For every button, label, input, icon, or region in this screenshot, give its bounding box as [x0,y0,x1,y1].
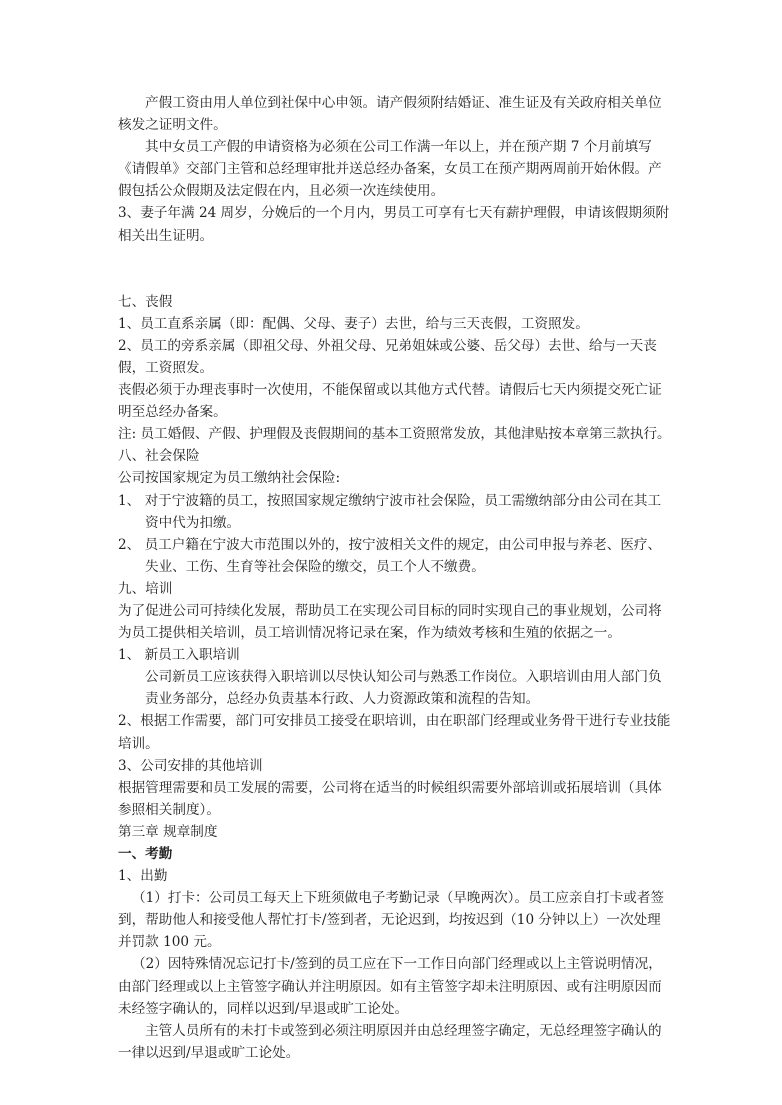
section-heading: 八、社会保险 [118,448,200,465]
note: 注: 员工婚假、产假、护理假及丧假期间的基本工资照常发放，其他津贴按本章第三款执行。 [118,426,671,443]
spacer [118,247,674,291]
paragraph: 3、妻子年满 24 周岁，分娩后的一个月内，男员工可享有七天有薪护理假，申请该假期须附相关出生证明。 [118,205,670,244]
list-item: 2、根据工作需要，部门可安排员工接受在职培训，由在职部门经理或业务骨干进行专业技能培训。 [118,713,671,752]
list-item: 1、员工直系亲属（即：配偶、父母、妻子）去世，给与三天丧假，工资照发。 [118,315,589,332]
list-item: 1、 对于宁波籍的员工，按照国家规定缴纳宁波市社会保险，员工需缴纳部分由公司在其工资中代为扣缴。 [118,492,662,531]
paragraph: 为了促进公司可持续化发展，帮助员工在实现公司目标的同时实现自己的事业规划，公司将为员工提供相关培训，员工培训情况将记录在案，作为绩效考核和生殖的依据之一。 [118,602,662,642]
paragraph: 主管人员所有的未打卡或签到必须注明原因并由总经理签字确定，无总经理签字确认的一律以迟到/早退或旷工论处。 [118,1022,662,1061]
paragraph: 公司新员工应该获得入职培训以尽快认知公司与熟悉工作岗位。入职培训由用人部门负责业务部分，总经办负责基本行政、人力资源政策和流程的告知。 [145,669,662,708]
paragraph: 公司按国家规定为员工缴纳社会保险: [118,470,341,487]
section-heading: 九、培训 [118,580,173,597]
paragraph: 产假工资由用人单位到社保中心申领。请产假须附结婚证、准生证及有关政府相关单位核发之证明文件。 [118,95,662,134]
document-page [118,92,674,1064]
list-item: 3、公司安排的其他培训 [118,757,263,774]
list-item: 1、 新员工入职培训 [118,647,240,664]
paragraph: （1）打卡：公司员工每天上下班须做电子考勤记录（早晚两次）。员工应亲自打卡或者签到，帮助他人和接受他人帮忙打卡/签到者，无论迟到，均按迟到（10 分钟以上）一次处理并罚款 100 元。 [118,890,665,951]
list-item: 2、 员工户籍在宁波大市范围以外的，按宁波相关文件的规定，由公司申报与养老、医疗、失业、工伤、生育等社会保险的缴交，员工个人不缴费。 [118,536,662,575]
section-heading: 七、丧假 [118,293,173,310]
section-heading: 一、考勤 [118,846,173,862]
paragraph: （2）因特殊情况忘记打卡/签到的员工应在下一工作日向部门经理或以上主管说明情况，由部门经理或以上主管签字确认并注明原因。如有主管签字却未注明原因、或有注明原因而未经签字确认的，同样以迟到/早退或旷工论处。 [118,956,662,1017]
subsection-heading: 1、出勤 [118,868,168,885]
paragraph: 根据管理需要和员工发展的需要，公司将在适当的时候组织需要外部培训或拓展培训（具体参照相关制度）。 [118,779,662,818]
list-item: 2、员工的旁系亲属（即祖父母、外祖父母、兄弟姐妹或公婆、岳父母）去世、给与一天丧假，工资照发。 [118,337,657,376]
paragraph: 丧假必须于办理丧事时一次使用，不能保留或以其他方式代替。请假后七天内须提交死亡证明至总经办备案。 [118,382,662,421]
paragraph: 其中女员工产假的申请资格为必须在公司工作满一年以上，并在预产期 7 个月前填写《请假单》交部门主管和总经理审批并送总经办备案，女员工在预产期两周前开始休假。产假包括公众假期及法定假在内，且必须一次连续使用。 [118,139,662,200]
chapter-heading: 第三章 规章制度 [118,823,218,840]
